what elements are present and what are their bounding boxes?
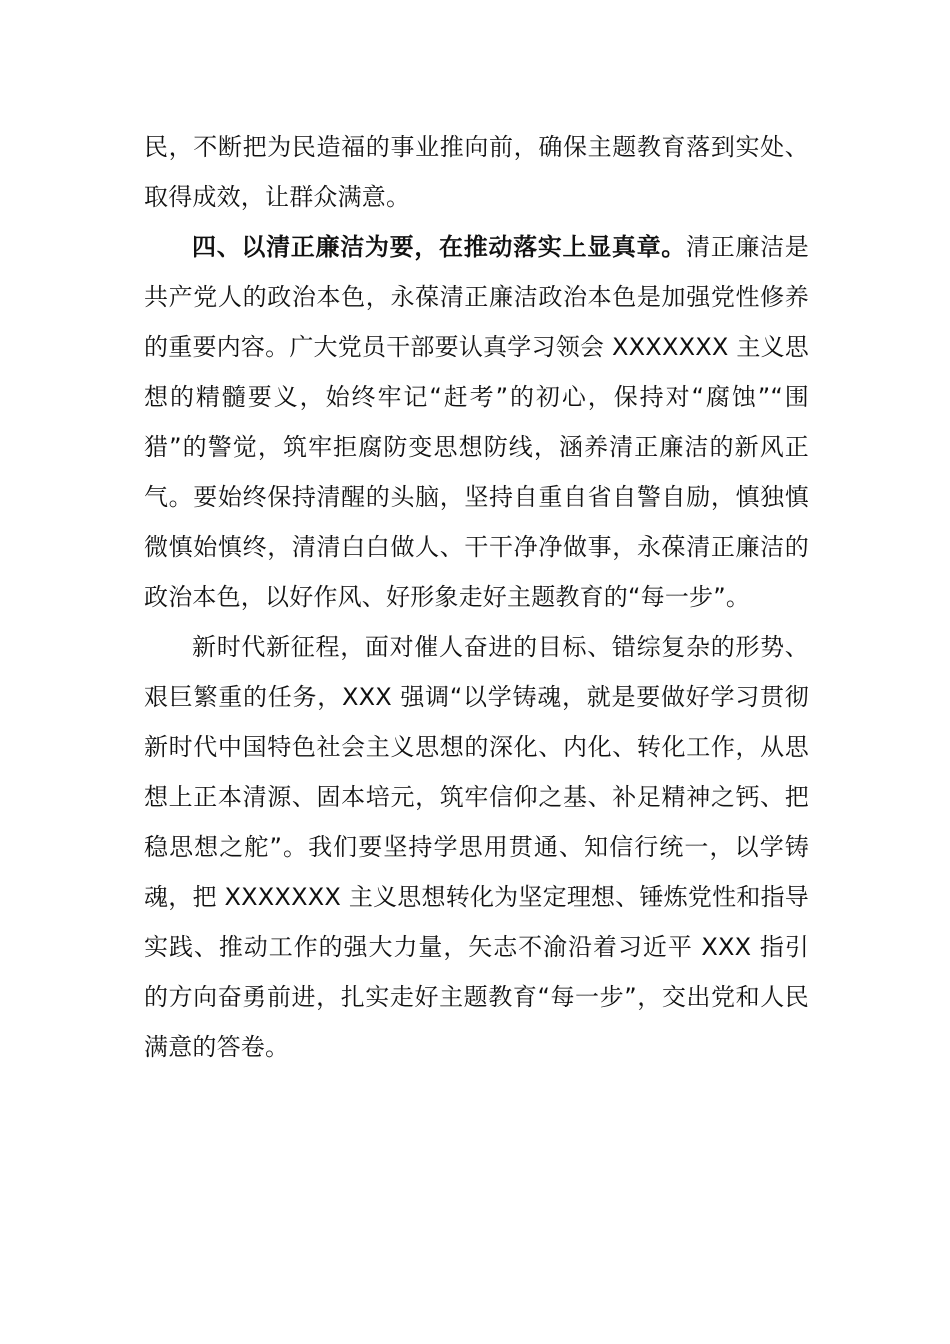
paragraph-continuation	[144, 122, 809, 222]
paragraph-conclusion	[144, 622, 809, 1072]
section-heading: 四、以清正廉洁为要，在推动落实上显真章。	[192, 233, 686, 261]
document-body	[144, 122, 809, 1072]
paragraph-text: 清正廉洁是共产党人的政治本色，永葆清正廉洁政治本色是加强党性修养的重要内容。广大党员干部要认真学习领会 XXXXXXX 主义思想的精髓要义，始终牢记“赶考”的初心，保持对“腐蚀”“围猎”的警觉，筑牢拒腐防变思想防线，涵养清正廉洁的新风正气。要始终保持清醒的头脑，坚持自重自省自警自励，慎独慎微慎始慎终，清清白白做人、干干净净做事，永葆清正廉洁的政治本色，以好作风、好形象走好主题教育的“每一步”。	[144, 233, 809, 611]
paragraph-section-four	[144, 222, 809, 622]
paragraph-text: 新时代新征程，面对催人奋进的目标、错综复杂的形势、艰巨繁重的任务，XXX 强调“以学铸魂，就是要做好学习贯彻新时代中国特色社会主义思想的深化、内化、转化工作，从思想上正本清源、固本培元，筑牢信仰之基、补足精神之钙、把稳思想之舵”。我们要坚持学思用贯通、知信行统一，以学铸魂，把 XXXXXXX 主义思想转化为坚定理想、锤炼党性和指导实践、推动工作的强大力量，矢志不渝沿着习近平 XXX 指引的方向奋勇前进，扎实走好主题教育“每一步”，交出党和人民满意的答卷。	[144, 633, 809, 1061]
paragraph-text: 民，不断把为民造福的事业推向前，确保主题教育落到实处、取得成效，让群众满意。	[144, 133, 809, 211]
